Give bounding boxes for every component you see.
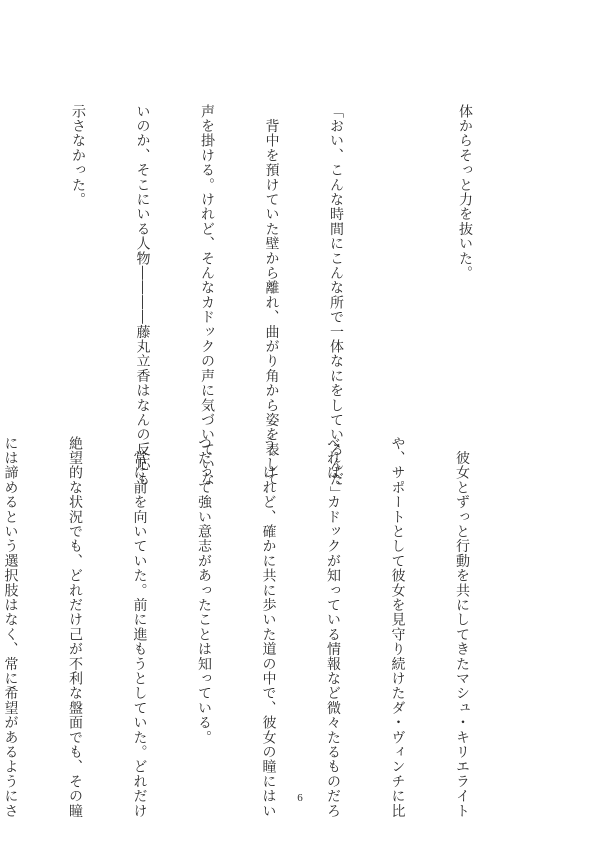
- text-block-top: [0, 104, 518, 501]
- text-line: う。けれど、確かに共に歩いた道の中で、彼女の瞳にはい: [260, 436, 277, 819]
- text-line: 声を掛ける。けれど、そんなカドックの声に気づいていな: [199, 104, 215, 487]
- text-block-bottom: [0, 436, 515, 819]
- blank-line: [2, 104, 24, 404]
- dialogue-line: 「おい、こんな時間にこんな所で一体なにをしているんだ」: [328, 104, 344, 501]
- text-line: 彼女とずっと行動を共にしてきたマシュ・キリエライト: [454, 436, 470, 819]
- text-line: や、サポートとして彼女を見守り続けたダ・ヴィンチに比: [389, 436, 406, 819]
- text-line: べれば、カドックが知っている情報など微々たるものだろ: [325, 436, 341, 819]
- text-line: 常に前を向いていた。前に進もうとしていた。どれだけ: [131, 436, 148, 819]
- blank-line: [389, 104, 411, 404]
- text-line: 絶望的な状況でも、どれだけ己が不利な盤面でも、その瞳: [67, 436, 83, 819]
- text-line: 体からそっと力を抜いた。: [457, 104, 473, 281]
- text-line: つだって強い意志があったことは知っている。: [196, 436, 212, 745]
- text-line: 示さなかった。: [70, 104, 86, 207]
- page-number: 6: [297, 792, 303, 804]
- text-line: 背中を預けていた壁から離れ、曲がり角から姿を表して: [263, 104, 280, 487]
- text-line: いのか、そこにいる人物――――藤丸立香はなんの反応も: [134, 104, 151, 487]
- text-line: には諦めるという選択肢はなく、常に希望があるようにさ: [2, 436, 19, 819]
